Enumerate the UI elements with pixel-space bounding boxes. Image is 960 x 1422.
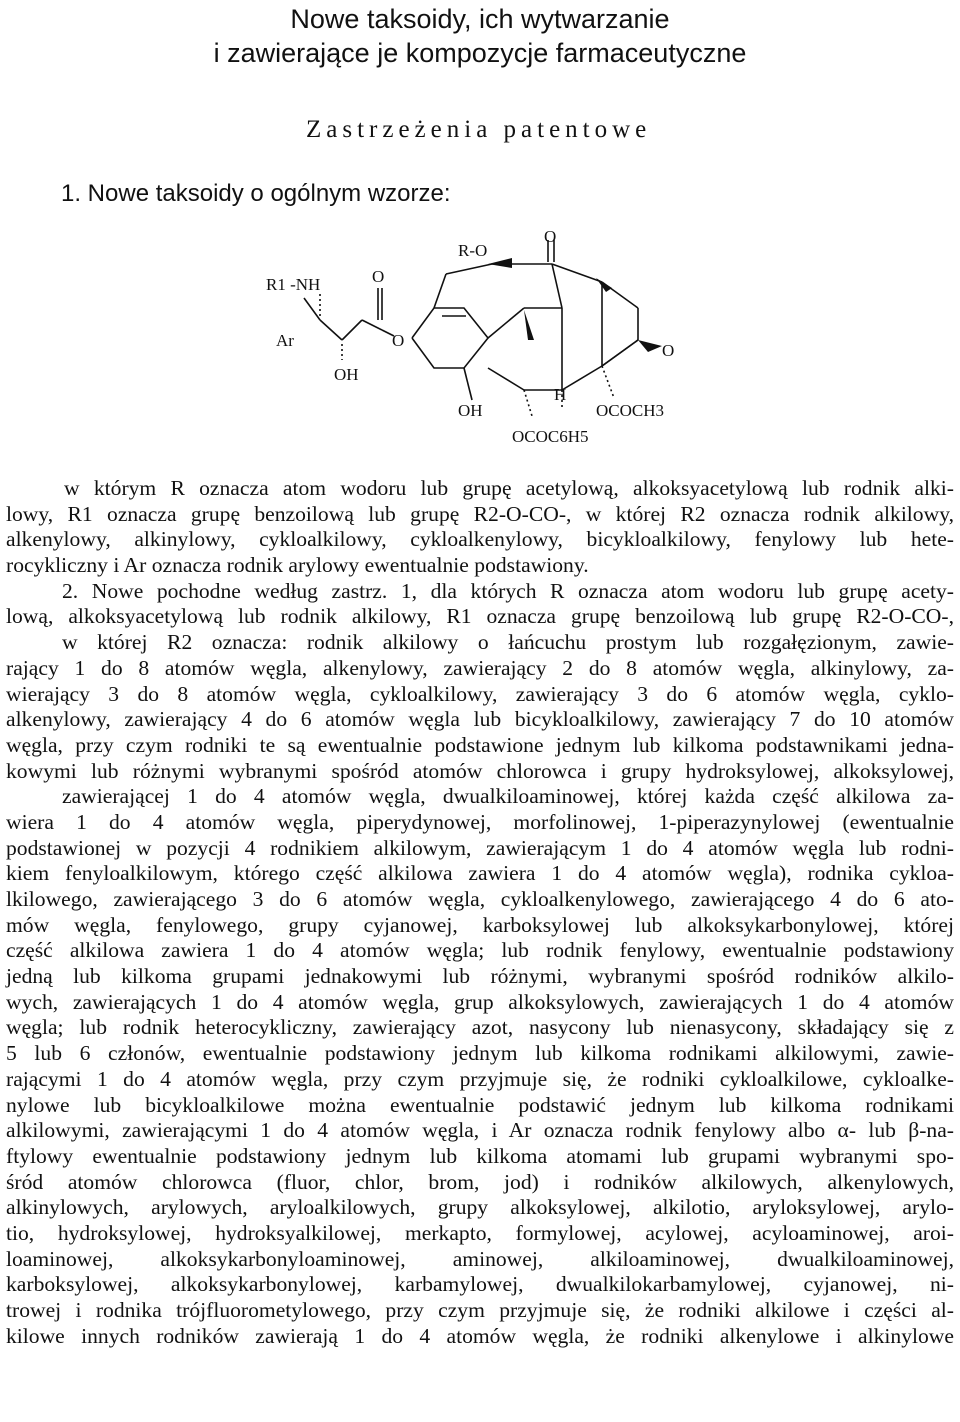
text-line: śród atomów chlorowca (fluor, chlor, brom, jod) i rodników alkilowych, alkenylowych,: [6, 1169, 954, 1194]
text-line: rający 1 do 8 atomów węgla, alkenylowy, zawierający 2 do 8 atomów węgla, alkinylowy, za-: [6, 655, 954, 680]
claim-1-intro: 1. Nowe taksoidy o ogólnym wzorze:: [61, 180, 451, 207]
section-heading: Zastrzeżenia patentowe: [306, 116, 652, 143]
formula-label-ro: R-O: [458, 241, 488, 260]
text-line: karboksylowej, alkoksykarbonylowej, karbamylowej, dwualkilokarbamylowej, cyjanowej, ni-: [6, 1272, 954, 1297]
formula-label-oh-side: OH: [334, 365, 359, 384]
formula-label-oh-bottom: OH: [458, 401, 483, 420]
formula-label-h: H: [554, 385, 567, 404]
formula-label-ococ6h5: OCOC6H5: [512, 427, 589, 446]
document-title-line-2: i zawierające je kompozycje farmaceutyczne: [213, 38, 747, 68]
text-line: rającymi 1 do 4 atomów węgla, przy czym przyjmuje się, że rodniki cykloalkilowe, cykloalke-: [6, 1066, 954, 1091]
text-line: jedną lub kilkoma grupami jednakowymi lub różnymi, wybranymi spośród rodników alkilo-: [6, 964, 954, 989]
formula-label-o-ketone: O: [544, 228, 557, 246]
text-line: węgla; lub rodnik heterocykliczny, zawierający azot, nasycony lub nienasycony, składający się z: [6, 1015, 954, 1040]
text-line: nylowe lub bicykloalkilowe można ewentualnie podstawić jednym lub kilkoma rodnikami: [6, 1092, 954, 1117]
text-line: część alkilowa zawiera 1 do 4 atomów węgla; lub rodnik fenylowy, ewentualnie podstawiony: [6, 938, 954, 963]
text-line: rocykliczny i Ar oznacza rodnik arylowy ewentualnie podstawiony.: [6, 553, 589, 578]
formula-label-r1nh: R1 -NH: [266, 275, 321, 294]
text-line: lkilowego, zawierającego 3 do 6 atomów węgla, cykloalkenylowego, zawierającego 4 do 6 ato-: [6, 887, 954, 911]
text-line: podstawionej w pozycji 4 rodnikiem alkilowym, zawierającym 1 do 4 atomów węgla lub rodni-: [6, 835, 954, 860]
text-line: alkenylowy, zawierający 4 do 6 atomów węgla lub bicykloalkilowy, zawierający 7 do 10 atomów: [6, 707, 954, 732]
formula-label-o-carbonyl: O: [372, 267, 385, 286]
text-line: 5 lub 6 członów, ewentualnie podstawiony jednym lub kilkoma rodnikami alkilowymi, zawie-: [6, 1041, 954, 1066]
text-line: kilowe innych rodników zawierają 1 do 4 atomów węgla, że rodniki alkenylowe i alkinylowe: [6, 1323, 954, 1348]
claims-body-text: [0, 476, 960, 1349]
text-line: alkinylowych, arylowych, aryloalkilowych, grupy alkoksylowej, alkilotio, aryloksylowej, arylo-: [6, 1195, 954, 1220]
text-line: lową, alkoksyacetylową lub rodnik alkilowy, R1 oznacza grupę benzoilową lub grupę R2-O-CO-,: [6, 604, 954, 629]
formula-label-o-ester: O: [392, 331, 405, 350]
text-line: mów węgla, fenylowego, grupy cyjanowej, karboksylowej lub alkoksykarbonylowej, której: [6, 912, 954, 937]
text-line: wych, zawierających 1 do 4 atomów węgla, grup alkoksylowych, zawierających 1 do 4 atomów: [6, 989, 954, 1014]
text-line: trowej i rodnika trójfluorometylowego, przy czym przyjmuje się, że rodniki alkilowe i części al-: [6, 1298, 954, 1322]
text-line: węgla, przy czym rodniki te są ewentualnie podstawione jednym lub kilkoma podstawnikami jedna-: [6, 732, 954, 757]
text-line: wierający 3 do 8 atomów węgla, cykloalkilowy, zawierający 3 do 6 atomów węgla, cyklo-: [6, 681, 954, 706]
text-line: w której R2 oznacza: rodnik alkilowy o łańcuchu prostym lub rozgałęzionym, zawie-: [62, 630, 954, 655]
text-line: wiera 1 do 4 atomów węgla, piperydynowej, morfolinowej, 1-piperazynylowej (ewentualnie: [6, 809, 954, 834]
text-line: 2. Nowe pochodne według zastrz. 1, dla których R oznacza atom wodoru lub grupę acety-: [62, 578, 954, 603]
formula-label-o-epoxide: O: [662, 341, 675, 360]
text-line: tio, hydroksylowej, hydroksyalkilowej, merkapto, formylowej, acylowej, acyloaminowej, aroi-: [6, 1220, 954, 1245]
text-line: kiem fenyloalkilowym, którego część alkilowa zawiera 1 do 4 atomów węgla), rodnika cykloa-: [6, 861, 954, 886]
text-line: ftylowy ewentualnie podstawiony jednym lub kilkoma atomami lub grupami wybranymi spo-: [6, 1143, 954, 1168]
document-title-line-1: Nowe taksoidy, ich wytwarzanie: [290, 4, 670, 34]
text-line: w którym R oznacza atom wodoru lub grupę acetylową, alkoksyacetylową lub rodnik alki-: [64, 476, 954, 500]
text-line: zawierającej 1 do 4 atomów węgla, dwualkiloaminowej, której każda część alkilowa za-: [62, 784, 954, 809]
formula-label-ar: Ar: [276, 331, 294, 350]
chemical-structure-diagram: [262, 228, 712, 460]
text-line: alkilowymi, zawierającymi 1 do 4 atomów węgla, i Ar oznacza rodnik fenylowy albo α- lub β-na-: [6, 1118, 954, 1143]
text-line: kowymi lub różnymi wybranymi spośród atomów chlorowca i grupy hydroksylowej, alkoksylowej,: [6, 758, 954, 783]
text-line: alkenylowy, alkinylowy, cykloalkilowy, cykloalkenylowy, bicykloalkilowy, fenylowy lub hete-: [6, 527, 954, 552]
formula-label-ococh3: OCOCH3: [596, 401, 665, 420]
text-line: loaminowej, alkoksykarbonyloaminowej, aminowej, alkiloaminowej, dwualkiloaminowej,: [6, 1246, 954, 1271]
text-line: lowy, R1 oznacza grupę benzoilową lub grupę R2-O-CO-, w której R2 oznacza rodnik alkilowy,: [6, 501, 954, 526]
